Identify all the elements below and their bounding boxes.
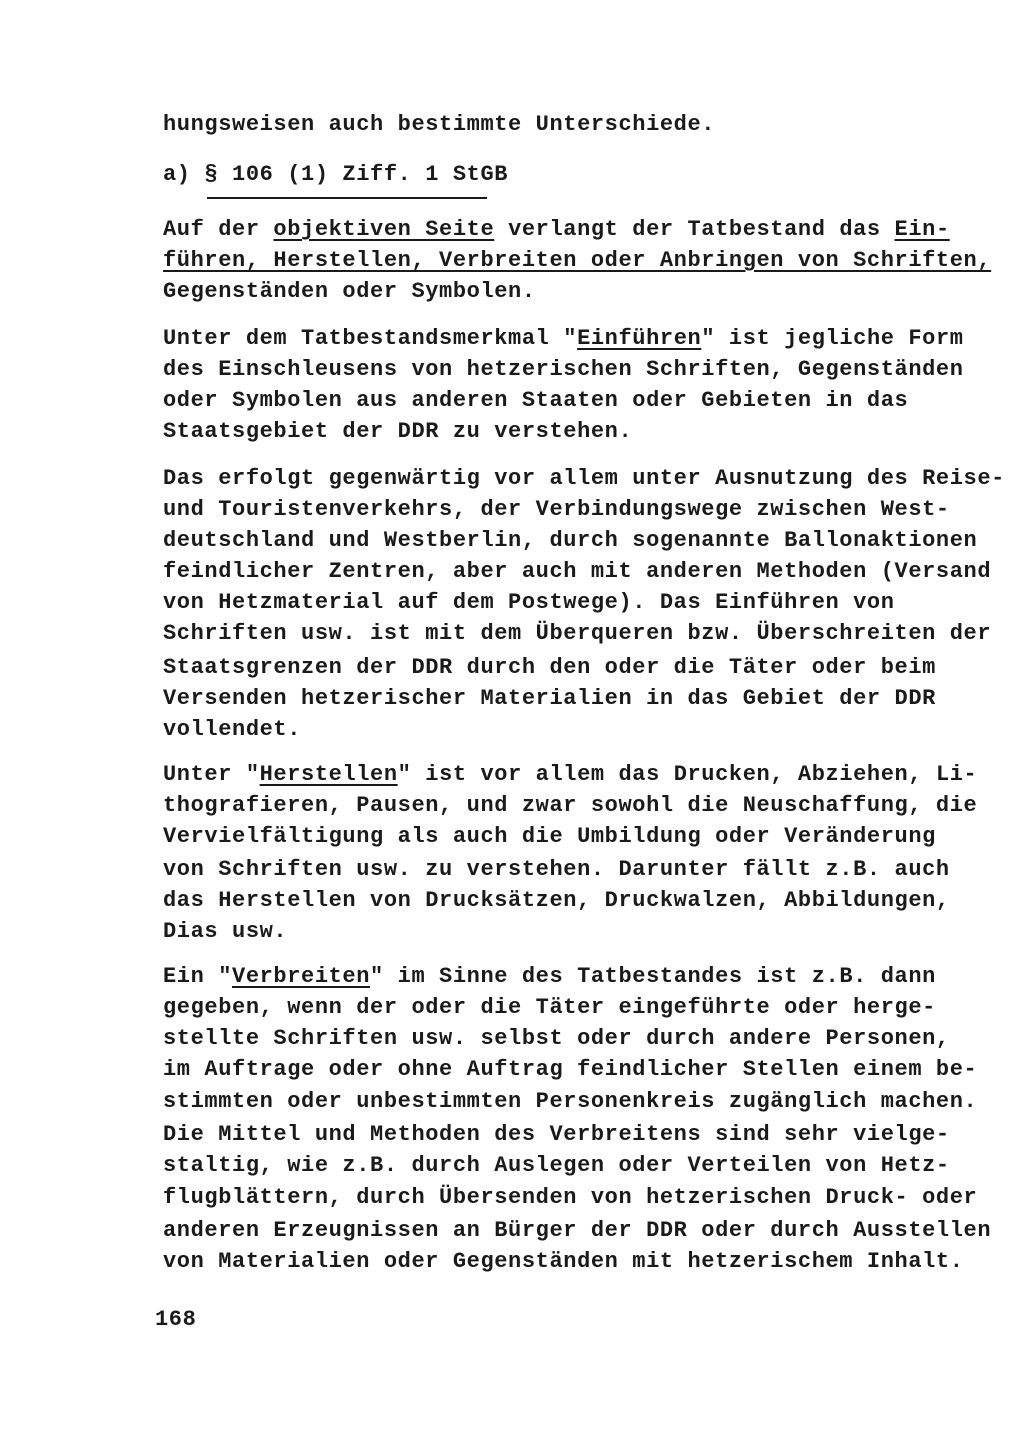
page-number: 168 bbox=[155, 1307, 197, 1332]
text-line: Unter "Herstellen" ist vor allem das Drucken, Abziehen, Li- bbox=[163, 762, 978, 787]
underlined-term: Verbreiten bbox=[232, 964, 371, 989]
text-line: Die Mittel und Methoden des Verbreitens sind sehr vielge- bbox=[163, 1122, 950, 1147]
heading-underline bbox=[207, 197, 487, 199]
text-line: Das erfolgt gegenwärtig vor allem unter Ausnutzung des Reise- bbox=[163, 466, 1005, 491]
text-line: und Touristenverkehrs, der Verbindungswege zwischen West- bbox=[163, 497, 950, 522]
text-line: staltig, wie z.B. durch Auslegen oder Verteilen von Hetz- bbox=[163, 1153, 950, 1178]
text-line: stellte Schriften usw. selbst oder durch andere Personen, bbox=[163, 1026, 950, 1051]
text-line: von Schriften usw. zu verstehen. Darunter fällt z.B. auch bbox=[163, 857, 950, 882]
text-line: anderen Erzeugnissen an Bürger der DDR oder durch Ausstellen bbox=[163, 1218, 992, 1243]
underlined-term: Herstellen bbox=[259, 762, 398, 787]
text-line: thografieren, Pausen, und zwar sowohl die Neuschaffung, die bbox=[163, 793, 978, 818]
text-line: oder Symbolen aus anderen Staaten oder Gebieten in das bbox=[163, 388, 909, 413]
text-line: vollendet. bbox=[163, 717, 302, 742]
section-heading: a) § 106 (1) Ziff. 1 StGB bbox=[163, 162, 509, 187]
text-line: deutschland und Westberlin, durch sogenannte Ballonaktionen bbox=[163, 528, 978, 553]
underlined-term: Ein- bbox=[894, 217, 950, 242]
text-line: hungsweisen auch bestimmte Unterschiede. bbox=[163, 112, 716, 137]
text-line: Staatsgebiet der DDR zu verstehen. bbox=[163, 419, 633, 444]
underlined-term: Einführen bbox=[577, 326, 702, 351]
text-line: feindlicher Zentren, aber auch mit anderen Methoden (Versand bbox=[163, 559, 992, 584]
underlined-term: objektiven Seite bbox=[273, 217, 495, 242]
text-line: Ein "Verbreiten" im Sinne des Tatbestandes ist z.B. dann bbox=[163, 964, 936, 989]
text-line: Staatsgrenzen der DDR durch den oder die Täter oder beim bbox=[163, 655, 936, 680]
text-line: von Hetzmaterial auf dem Postwege). Das Einführen von bbox=[163, 590, 895, 615]
text-line: Auf der objektiven Seite verlangt der Tatbestand das Ein- bbox=[163, 217, 950, 242]
text-line: Dias usw. bbox=[163, 919, 288, 944]
text-line: des Einschleusens von hetzerischen Schriften, Gegenständen bbox=[163, 357, 964, 382]
text-line: Vervielfältigung als auch die Umbildung oder Veränderung bbox=[163, 824, 936, 849]
text-line: Schriften usw. ist mit dem Überqueren bzw. Überschreiten der bbox=[163, 621, 992, 646]
text-line: Gegenständen oder Symbolen. bbox=[163, 279, 536, 304]
text-line: Unter dem Tatbestandsmerkmal "Einführen" ist jegliche Form bbox=[163, 326, 964, 351]
text-line: Versenden hetzerischer Materialien in das Gebiet der DDR bbox=[163, 686, 936, 711]
text-line: gegeben, wenn der oder die Täter eingeführte oder herge- bbox=[163, 995, 936, 1020]
text-line: das Herstellen von Drucksätzen, Druckwalzen, Abbildungen, bbox=[163, 888, 950, 913]
text-line: stimmten oder unbestimmten Personenkreis zugänglich machen. bbox=[163, 1089, 978, 1114]
underlined-line: führen, Herstellen, Verbreiten oder Anbringen von Schriften, bbox=[163, 248, 992, 273]
text-line: von Materialien oder Gegenständen mit hetzerischem Inhalt. bbox=[163, 1249, 964, 1274]
text-line: flugblättern, durch Übersenden von hetzerischen Druck- oder bbox=[163, 1185, 978, 1210]
text-line: im Auftrage oder ohne Auftrag feindlicher Stellen einem be- bbox=[163, 1057, 978, 1082]
